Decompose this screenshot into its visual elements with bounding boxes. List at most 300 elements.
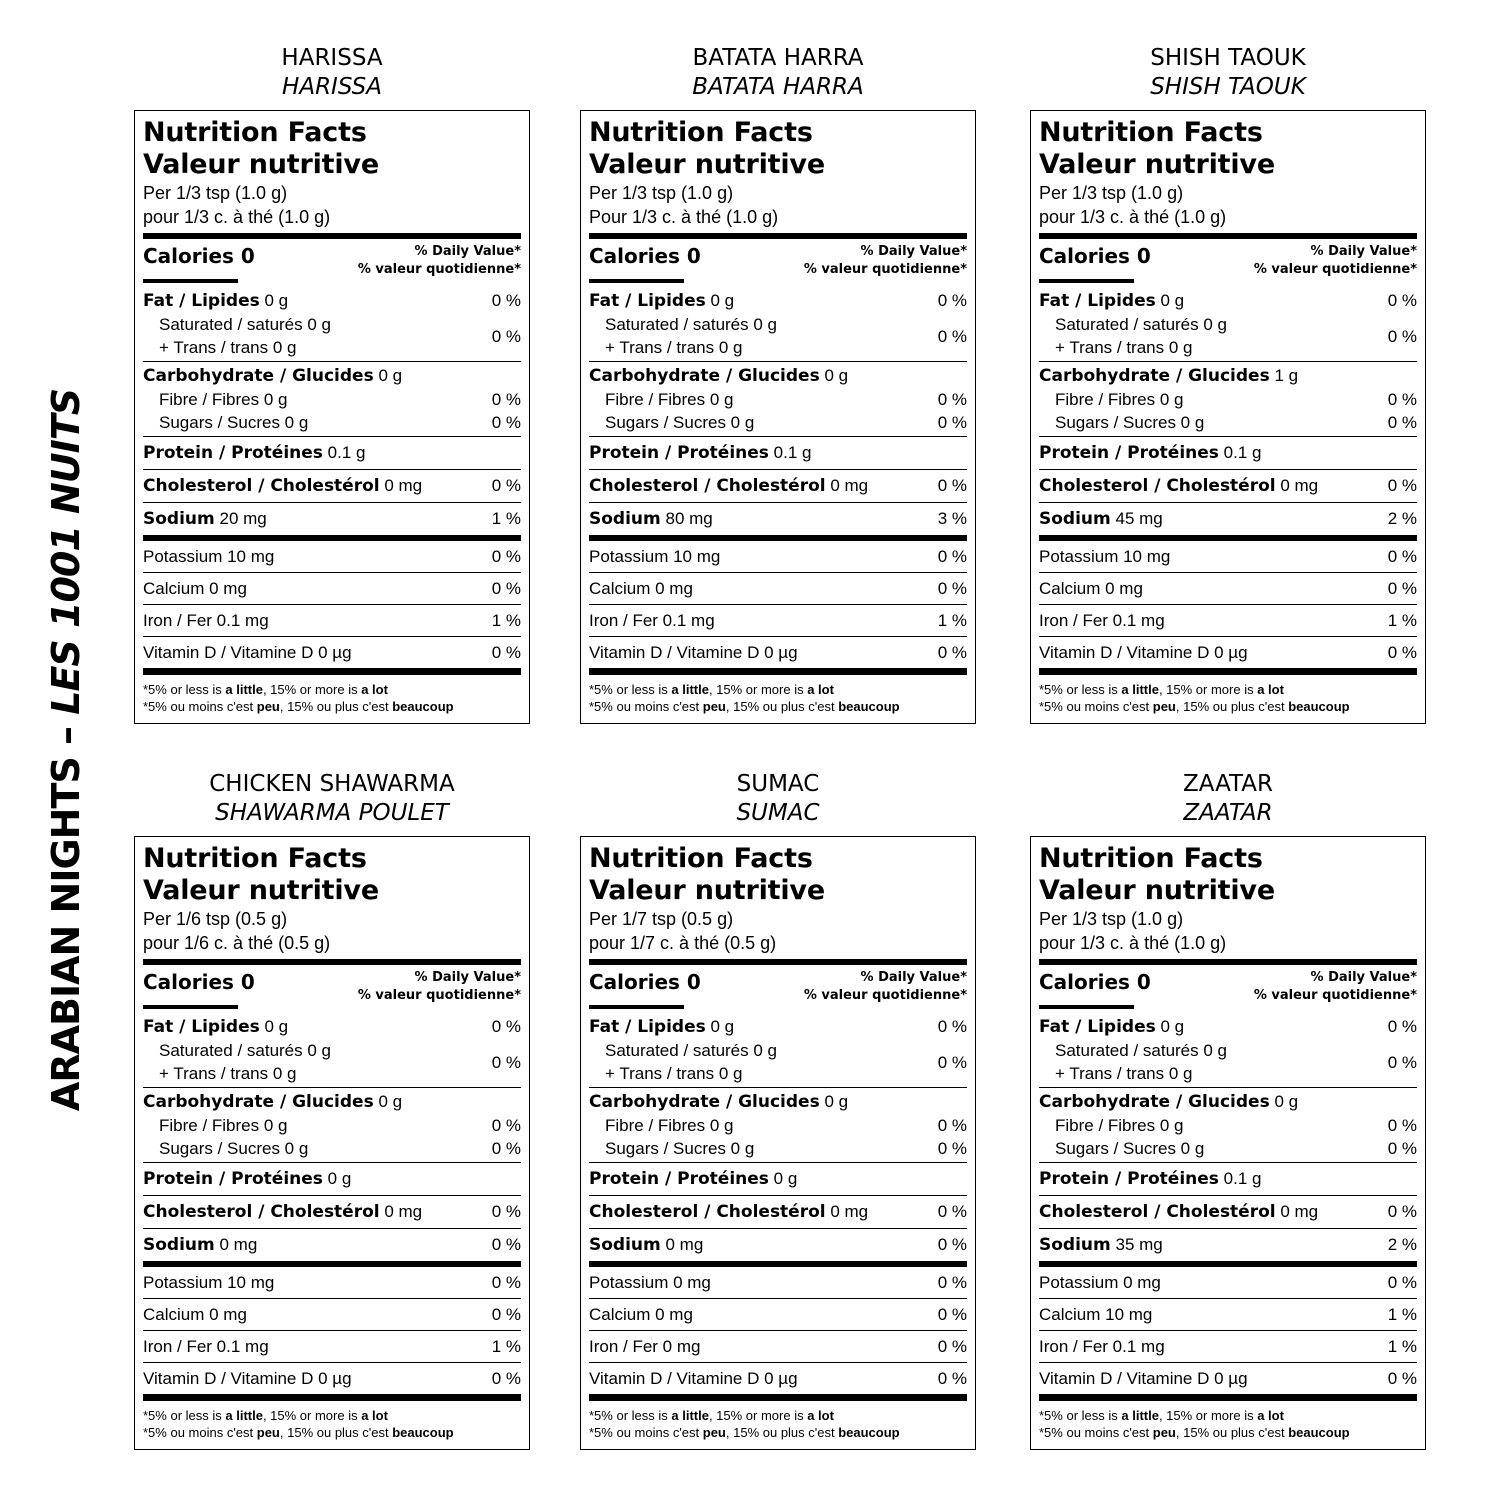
potassium-row	[589, 1267, 967, 1299]
potassium-label: Potassium 0 mg	[1039, 1273, 1161, 1292]
calcium-row	[589, 573, 967, 605]
title-en: Nutrition Facts	[589, 843, 813, 874]
fat-group	[589, 1013, 967, 1088]
product-names	[1030, 770, 1426, 828]
calories-row	[589, 969, 967, 1005]
iron-row	[143, 605, 521, 637]
title-en: Nutrition Facts	[1039, 843, 1263, 874]
footnote	[1039, 675, 1417, 715]
sat-trans-dv: 0 %	[937, 1052, 967, 1072]
title-en: Nutrition Facts	[143, 117, 367, 148]
product-names	[134, 44, 530, 102]
calcium-row	[143, 1299, 521, 1331]
fat-row	[589, 289, 967, 313]
sodium-row	[143, 1229, 521, 1267]
title-fr: Valeur nutritive	[143, 149, 379, 180]
cholesterol-label: Cholesterol / Cholestérol	[1039, 476, 1276, 496]
iron-row	[589, 605, 967, 637]
cholesterol-amount: 0 mg	[830, 476, 869, 495]
fibre-row	[143, 388, 521, 411]
fat-amount: 0 g	[1160, 1017, 1185, 1036]
iron-row	[589, 1331, 967, 1363]
protein-label: Protein / Protéines	[143, 1169, 323, 1189]
cholesterol-dv: 0 %	[491, 1202, 521, 1221]
product-name-en: BATATA HARRA	[692, 45, 864, 71]
sugar-dv: 0 %	[937, 1139, 967, 1158]
carb-label: Carbohydrate / Glucides	[1039, 366, 1270, 386]
footnote-fr	[143, 1424, 521, 1441]
serving-size-en: Per 1/6 tsp (0.5 g)	[143, 909, 288, 929]
footnote-part: *5% ou moins c'est	[589, 1425, 703, 1440]
calcium-label: Calcium 0 mg	[143, 579, 247, 598]
fibre-label: Fibre / Fibres 0 g	[1055, 390, 1184, 409]
title-en: Nutrition Facts	[589, 117, 813, 148]
sat-trans-row	[143, 313, 521, 359]
sodium-label: Sodium	[143, 1235, 215, 1255]
sodium-label: Sodium	[589, 509, 661, 529]
fat-group	[143, 287, 521, 362]
fat-group	[143, 1013, 521, 1088]
sodium-amount: 80 mg	[665, 509, 713, 528]
calories-row	[589, 243, 967, 279]
product-name-fr: ZAATAR	[1183, 800, 1273, 826]
sodium-dv: 3 %	[937, 509, 967, 528]
calcium-dv: 0 %	[491, 579, 521, 598]
product-names	[1030, 44, 1426, 102]
calories-row	[143, 243, 521, 279]
vitamin-d-label: Vitamin D / Vitamine D 0 µg	[143, 643, 352, 662]
fibre-row	[589, 388, 967, 411]
fat-row	[143, 1015, 521, 1039]
sugar-row	[1039, 1137, 1417, 1160]
footnote-en	[1039, 1407, 1417, 1424]
sat-trans-dv: 0 %	[491, 1052, 521, 1072]
iron-label: Iron / Fer 0 mg	[589, 1337, 701, 1356]
footnote-part: , 15% ou plus c'est	[725, 699, 839, 714]
nutrition-facts-table	[1030, 110, 1426, 724]
protein-amount: 0.1 g	[1223, 443, 1262, 462]
calcium-row	[1039, 1299, 1417, 1331]
product-name-en: CHICKEN SHAWARMA	[209, 771, 455, 797]
sodium-dv: 1 %	[491, 509, 521, 528]
cholesterol-label: Cholesterol / Cholestérol	[143, 1202, 380, 1222]
fibre-row	[143, 1114, 521, 1137]
saturated-label: Saturated / saturés 0 g	[159, 315, 331, 334]
protein-row	[589, 437, 967, 470]
footnote	[589, 1401, 967, 1441]
footnote-part: a lot	[1257, 682, 1284, 697]
iron-label: Iron / Fer 0.1 mg	[1039, 611, 1165, 630]
footnote-part: beaucoup	[838, 699, 900, 714]
saturated-label: Saturated / saturés 0 g	[1055, 1041, 1227, 1060]
sugar-dv: 0 %	[937, 413, 967, 432]
protein-row	[589, 1163, 967, 1196]
serving-size-fr: pour 1/3 c. à thé (1.0 g)	[1039, 933, 1227, 953]
fat-dv: 0 %	[491, 1017, 521, 1036]
daily-value-header	[1254, 243, 1417, 279]
collection-title-en: ARABIAN NIGHTS	[44, 757, 88, 1112]
footnote-en	[1039, 681, 1417, 698]
cholesterol-label: Cholesterol / Cholestérol	[589, 1202, 826, 1222]
carb-label: Carbohydrate / Glucides	[143, 366, 374, 386]
calories-bar	[143, 279, 238, 283]
protein-label: Protein / Protéines	[589, 443, 769, 463]
footnote-part: a lot	[361, 682, 388, 697]
iron-dv: 1 %	[491, 611, 521, 630]
fibre-label: Fibre / Fibres 0 g	[605, 390, 734, 409]
cholesterol-row	[589, 1196, 967, 1229]
fat-row	[589, 1015, 967, 1039]
sodium-amount: 0 mg	[219, 1235, 258, 1254]
cholesterol-label: Cholesterol / Cholestérol	[143, 476, 380, 496]
sugar-row	[589, 411, 967, 434]
footnote-part: *5% ou moins c'est	[143, 1425, 257, 1440]
product-name-en: SUMAC	[736, 771, 820, 797]
footnote-part: , 15% ou plus c'est	[725, 1425, 839, 1440]
vitamin-d-row	[1039, 637, 1417, 675]
protein-amount: 0 g	[773, 1169, 798, 1188]
product-names	[580, 770, 976, 828]
collection-title-dash: –	[44, 714, 88, 758]
footnote-fr	[143, 698, 521, 715]
iron-dv: 1 %	[937, 611, 967, 630]
vitamin-d-label: Vitamin D / Vitamine D 0 µg	[143, 1369, 352, 1388]
vitamin-d-dv: 0 %	[491, 1369, 521, 1388]
calories-row	[1039, 969, 1417, 1005]
daily-value-fr: % valeur quotidienne*	[357, 262, 521, 277]
fat-amount: 0 g	[1160, 291, 1185, 310]
serving-size-fr: pour 1/6 c. à thé (0.5 g)	[143, 933, 331, 953]
calories-bar	[1039, 1005, 1134, 1009]
thick-divider	[1039, 233, 1417, 239]
cholesterol-row	[143, 1196, 521, 1229]
calories: Calories 0	[1039, 970, 1151, 994]
fibre-label: Fibre / Fibres 0 g	[159, 1116, 288, 1135]
carb-group	[589, 362, 967, 437]
vitamin-d-label: Vitamin D / Vitamine D 0 µg	[1039, 1369, 1248, 1388]
potassium-dv: 0 %	[491, 1273, 521, 1292]
footnote-part: a lot	[807, 682, 834, 697]
carb-label: Carbohydrate / Glucides	[1039, 1092, 1270, 1112]
cholesterol-row	[589, 470, 967, 503]
calories: Calories 0	[1039, 244, 1151, 268]
vitamin-d-row	[143, 1363, 521, 1401]
footnote	[143, 1401, 521, 1441]
potassium-dv: 0 %	[937, 547, 967, 566]
product-name-fr: SHISH TAOUK	[1150, 74, 1306, 100]
vitamin-d-dv: 0 %	[937, 1369, 967, 1388]
sodium-dv: 2 %	[1387, 1235, 1417, 1254]
product-name-fr: HARISSA	[282, 74, 382, 100]
sat-trans-row	[143, 1039, 521, 1085]
fibre-dv: 0 %	[937, 1116, 967, 1135]
footnote-part: *5% or less is	[143, 1408, 226, 1423]
carb-amount: 0 g	[824, 1092, 849, 1111]
footnote-part: *5% ou moins c'est	[1039, 699, 1153, 714]
serving-size-fr: pour 1/3 c. à thé (1.0 g)	[143, 207, 331, 227]
calories: Calories 0	[143, 970, 255, 994]
daily-value-header	[358, 969, 521, 1005]
calories-bar	[589, 279, 684, 283]
nutrition-facts-table	[1030, 836, 1426, 1450]
trans-label: + Trans / trans 0 g	[605, 338, 743, 357]
title-fr: Valeur nutritive	[589, 149, 825, 180]
serving-size-fr: Pour 1/3 c. à thé (1.0 g)	[589, 207, 779, 227]
fat-row	[1039, 289, 1417, 313]
carb-amount: 0 g	[378, 1092, 403, 1111]
serving-size-en: Per 1/3 tsp (1.0 g)	[1039, 909, 1184, 929]
trans-label: + Trans / trans 0 g	[1055, 338, 1193, 357]
footnote-part: , 15% or more is	[1158, 682, 1258, 697]
iron-row	[1039, 605, 1417, 637]
protein-amount: 0.1 g	[327, 443, 366, 462]
potassium-row	[143, 1267, 521, 1299]
sodium-label: Sodium	[143, 509, 215, 529]
trans-label: + Trans / trans 0 g	[1055, 1064, 1193, 1083]
sodium-amount: 45 mg	[1115, 509, 1163, 528]
carb-amount: 0 g	[1274, 1092, 1299, 1111]
sugar-row	[143, 1137, 521, 1160]
footnote-en	[143, 1407, 521, 1424]
carb-label: Carbohydrate / Glucides	[589, 1092, 820, 1112]
potassium-label: Potassium 10 mg	[143, 547, 275, 566]
calcium-row	[1039, 573, 1417, 605]
fat-dv: 0 %	[491, 291, 521, 310]
product-name-en: ZAATAR	[1182, 771, 1274, 797]
fibre-dv: 0 %	[1387, 1116, 1417, 1135]
fat-dv: 0 %	[937, 291, 967, 310]
fibre-dv: 0 %	[937, 390, 967, 409]
product-name-en: SHISH TAOUK	[1150, 45, 1306, 71]
footnote-part: beaucoup	[392, 699, 454, 714]
cholesterol-amount: 0 mg	[1280, 1202, 1319, 1221]
product-cell-5	[580, 770, 976, 1450]
title-en: Nutrition Facts	[1039, 117, 1263, 148]
iron-dv: 0 %	[937, 1337, 967, 1356]
daily-value-header	[804, 243, 967, 279]
footnote-part: a little	[225, 682, 263, 697]
sodium-row	[589, 503, 967, 541]
daily-value-en: % Daily Value*	[860, 970, 967, 985]
sat-trans-dv: 0 %	[491, 326, 521, 346]
product-name-fr: SHAWARMA POULET	[215, 800, 449, 826]
cholesterol-amount: 0 mg	[384, 476, 423, 495]
vitamin-d-dv: 0 %	[1387, 643, 1417, 662]
fibre-row	[1039, 1114, 1417, 1137]
footnote-part: , 15% or more is	[262, 682, 362, 697]
footnote-part: a lot	[807, 1408, 834, 1423]
vitamin-d-dv: 0 %	[937, 643, 967, 662]
footnote-fr	[1039, 698, 1417, 715]
footnote-part: a little	[1121, 682, 1159, 697]
potassium-dv: 0 %	[491, 547, 521, 566]
calcium-row	[589, 1299, 967, 1331]
iron-label: Iron / Fer 0.1 mg	[1039, 1337, 1165, 1356]
cholesterol-amount: 0 mg	[1280, 476, 1319, 495]
potassium-dv: 0 %	[1387, 1273, 1417, 1292]
fat-row	[1039, 1015, 1417, 1039]
footnote-part: a lot	[361, 1408, 388, 1423]
sodium-amount: 20 mg	[219, 509, 267, 528]
protein-label: Protein / Protéines	[589, 1169, 769, 1189]
footnote	[589, 675, 967, 715]
fat-label: Fat / Lipides	[143, 291, 260, 311]
fibre-dv: 0 %	[491, 1116, 521, 1135]
daily-value-header	[358, 243, 521, 279]
fat-amount: 0 g	[710, 291, 735, 310]
potassium-label: Potassium 10 mg	[589, 547, 721, 566]
footnote-part: peu	[702, 1425, 726, 1440]
fibre-label: Fibre / Fibres 0 g	[605, 1116, 734, 1135]
carb-amount: 1 g	[1274, 366, 1299, 385]
cholesterol-row	[1039, 470, 1417, 503]
calories-row	[143, 969, 521, 1005]
carb-row	[143, 364, 521, 388]
footnote	[143, 675, 521, 715]
cholesterol-row	[143, 470, 521, 503]
fibre-row	[589, 1114, 967, 1137]
protein-row	[1039, 437, 1417, 470]
protein-amount: 0 g	[327, 1169, 352, 1188]
thick-divider	[143, 959, 521, 965]
vitamin-d-row	[1039, 1363, 1417, 1401]
thick-divider	[143, 233, 521, 239]
sugar-dv: 0 %	[1387, 413, 1417, 432]
sat-trans-dv: 0 %	[1387, 1052, 1417, 1072]
calcium-dv: 1 %	[1387, 1305, 1417, 1324]
footnote-part: *5% ou moins c'est	[589, 699, 703, 714]
serving-size-en: Per 1/3 tsp (1.0 g)	[589, 183, 734, 203]
carb-group	[1039, 362, 1417, 437]
sodium-row	[1039, 1229, 1417, 1267]
calcium-dv: 0 %	[937, 579, 967, 598]
daily-value-en: % Daily Value*	[414, 244, 521, 259]
sat-trans-dv: 0 %	[1387, 326, 1417, 346]
saturated-label: Saturated / saturés 0 g	[605, 1041, 777, 1060]
daily-value-en: % Daily Value*	[1310, 244, 1417, 259]
footnote-en	[589, 1407, 967, 1424]
vitamin-d-dv: 0 %	[491, 643, 521, 662]
carb-label: Carbohydrate / Glucides	[589, 366, 820, 386]
iron-dv: 1 %	[1387, 1337, 1417, 1356]
fat-amount: 0 g	[264, 291, 289, 310]
fat-dv: 0 %	[937, 1017, 967, 1036]
protein-label: Protein / Protéines	[1039, 1169, 1219, 1189]
trans-label: + Trans / trans 0 g	[159, 338, 297, 357]
footnote-part: *5% ou moins c'est	[1039, 1425, 1153, 1440]
calcium-label: Calcium 10 mg	[1039, 1305, 1153, 1324]
fat-amount: 0 g	[710, 1017, 735, 1036]
iron-dv: 1 %	[1387, 611, 1417, 630]
thick-divider	[1039, 959, 1417, 965]
cholesterol-dv: 0 %	[1387, 1202, 1417, 1221]
serving-size-en: Per 1/3 tsp (1.0 g)	[1039, 183, 1184, 203]
potassium-row	[589, 541, 967, 573]
footnote-part: a little	[671, 1408, 709, 1423]
title-fr: Valeur nutritive	[1039, 149, 1275, 180]
cholesterol-dv: 0 %	[1387, 476, 1417, 495]
calories: Calories 0	[589, 970, 701, 994]
vitamin-d-row	[589, 1363, 967, 1401]
footnote-part: peu	[1152, 699, 1176, 714]
sugar-row	[1039, 411, 1417, 434]
sugar-dv: 0 %	[1387, 1139, 1417, 1158]
cholesterol-amount: 0 mg	[830, 1202, 869, 1221]
trans-label: + Trans / trans 0 g	[159, 1064, 297, 1083]
thick-divider	[589, 959, 967, 965]
sugar-label: Sugars / Sucres 0 g	[159, 1139, 309, 1158]
carb-row	[143, 1090, 521, 1114]
footnote-part: *5% or less is	[1039, 1408, 1122, 1423]
sodium-label: Sodium	[589, 1235, 661, 1255]
cholesterol-dv: 0 %	[937, 1202, 967, 1221]
sugar-label: Sugars / Sucres 0 g	[159, 413, 309, 432]
title-fr: Valeur nutritive	[143, 875, 379, 906]
calcium-label: Calcium 0 mg	[143, 1305, 247, 1324]
title-fr: Valeur nutritive	[1039, 875, 1275, 906]
protein-amount: 0.1 g	[1223, 1169, 1262, 1188]
carb-amount: 0 g	[378, 366, 403, 385]
product-cell-2	[580, 44, 976, 724]
footnote-fr	[589, 698, 967, 715]
carb-row	[1039, 1090, 1417, 1114]
sugar-dv: 0 %	[491, 1139, 521, 1158]
fibre-row	[1039, 388, 1417, 411]
daily-value-en: % Daily Value*	[860, 244, 967, 259]
calcium-row	[143, 573, 521, 605]
calories-row	[1039, 243, 1417, 279]
fat-label: Fat / Lipides	[143, 1017, 260, 1037]
sat-trans-row	[589, 1039, 967, 1085]
footnote-part: , 15% or more is	[1158, 1408, 1258, 1423]
footnote-part: a little	[225, 1408, 263, 1423]
sat-trans-row	[1039, 313, 1417, 359]
footnote-part: beaucoup	[1288, 1425, 1350, 1440]
footnote-en	[589, 681, 967, 698]
footnote-part: peu	[702, 699, 726, 714]
sugar-label: Sugars / Sucres 0 g	[1055, 1139, 1205, 1158]
sodium-amount: 35 mg	[1115, 1235, 1163, 1254]
protein-amount: 0.1 g	[773, 443, 812, 462]
serving-size-en: Per 1/7 tsp (0.5 g)	[589, 909, 734, 929]
fat-label: Fat / Lipides	[1039, 1017, 1156, 1037]
product-cell-3	[1030, 44, 1426, 724]
carb-label: Carbohydrate / Glucides	[143, 1092, 374, 1112]
daily-value-header	[1254, 969, 1417, 1005]
vitamin-d-row	[589, 637, 967, 675]
sat-trans-dv: 0 %	[937, 326, 967, 346]
carb-row	[589, 1090, 967, 1114]
iron-label: Iron / Fer 0.1 mg	[143, 611, 269, 630]
saturated-label: Saturated / saturés 0 g	[1055, 315, 1227, 334]
calories: Calories 0	[143, 244, 255, 268]
sat-trans-row	[589, 313, 967, 359]
daily-value-fr: % valeur quotidienne*	[803, 988, 967, 1003]
protein-row	[143, 1163, 521, 1196]
product-names	[134, 770, 530, 828]
fat-amount: 0 g	[264, 1017, 289, 1036]
sugar-label: Sugars / Sucres 0 g	[605, 1139, 755, 1158]
calcium-label: Calcium 0 mg	[1039, 579, 1143, 598]
sugar-dv: 0 %	[491, 413, 521, 432]
calories: Calories 0	[589, 244, 701, 268]
carb-amount: 0 g	[824, 366, 849, 385]
footnote-part: *5% or less is	[143, 682, 226, 697]
sodium-dv: 2 %	[1387, 509, 1417, 528]
footnote-part: peu	[1152, 1425, 1176, 1440]
protein-row	[1039, 1163, 1417, 1196]
potassium-row	[1039, 1267, 1417, 1299]
